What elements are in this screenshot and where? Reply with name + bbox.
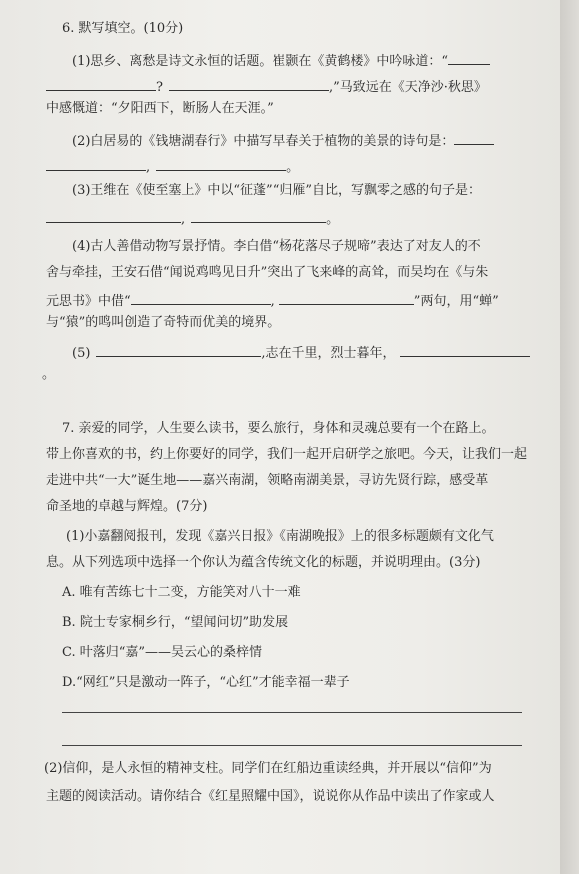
q6-1-blank-b[interactable] xyxy=(46,76,156,91)
q6-5-blank-a[interactable] xyxy=(96,342,261,357)
q6-4-line1: (4)古人善借动物写景抒情。李白借“杨花落尽子规啼”表达了对友人的不 xyxy=(72,239,481,254)
q6-2-comma: , xyxy=(146,160,151,175)
q6-4-line2: 舍与牵挂，王安石借“闻说鸡鸣见日升”突出了飞来峰的高耸，而吴均在《与朱 xyxy=(46,265,489,280)
option-a[interactable]: A. 唯有苦练七十二变，方能笑对八十一难 xyxy=(62,585,301,600)
q6-3-line2 xyxy=(46,208,339,229)
q6-3-blank-a[interactable] xyxy=(46,208,181,223)
q6-4-line3 xyxy=(46,290,499,311)
q6-1-line3: 中感慨道：“夕阳西下，断肠人在天涯。” xyxy=(46,101,274,116)
q7-line3: 走进中共“一大”诞生地——嘉兴南湖，领略南湖美景，寻访先贤行踪，感受革 xyxy=(46,473,489,488)
q6-heading: 6. 默写填空。(10分) xyxy=(62,21,184,36)
q6-1-line2 xyxy=(46,76,487,97)
q6-3-blank-b[interactable] xyxy=(191,208,326,223)
q6-2-period: 。 xyxy=(286,160,300,175)
q6-5-label: (5) xyxy=(72,346,91,361)
q6-4-comma: , xyxy=(270,294,275,309)
q6-2-blank-b[interactable] xyxy=(46,156,146,171)
q6-5-blank-b[interactable] xyxy=(400,342,530,357)
q6-1-text: (1)思乡、离愁是诗文永恒的话题。崔颢在《黄鹤楼》中吟咏道：“ xyxy=(72,54,449,69)
q7-2-line2: 主题的阅读活动。请你结合《红星照耀中国》，说说你从作品中读出了作家或人 xyxy=(46,789,495,804)
q6-5-line xyxy=(72,342,530,363)
answer-line-1[interactable] xyxy=(62,712,522,713)
q6-3-period: 。 xyxy=(326,212,340,227)
option-c[interactable]: C. 叶落归“嘉”——吴云心的桑梓情 xyxy=(62,645,263,660)
q6-1-text2: ,”马致远在《天净沙·秋思》 xyxy=(328,80,487,95)
q7-line1: 7. 亲爱的同学，人生要么读书，要么旅行，身体和灵魂总要有一个在路上。 xyxy=(62,421,495,436)
q6-5-text: ,志在千里，烈士暮年， xyxy=(261,346,396,361)
q7-line2: 带上你喜欢的书，约上你要好的同学，我们一起开启研学之旅吧。今天，让我们一起 xyxy=(46,447,528,462)
q6-4-blank-a[interactable] xyxy=(131,290,271,305)
q6-1-blank-c[interactable] xyxy=(169,76,329,91)
q6-2-line2 xyxy=(46,156,299,177)
q6-5-end: 。 xyxy=(42,367,56,382)
q6-1-line1 xyxy=(72,50,490,71)
q7-2-line1: (2)信仰，是人永恒的精神支柱。同学们在红船边重读经典，并开展以“信仰”为 xyxy=(44,761,492,776)
q6-4-text3c: ”两句，用“蝉” xyxy=(413,294,499,309)
q6-3-comma: , xyxy=(181,212,186,227)
q7-1-line2: 息。从下列选项中选择一个你认为蕴含传统文化的标题，并说明理由。(3分) xyxy=(46,555,481,570)
q6-2-blank-a[interactable] xyxy=(454,130,494,145)
paper-edge xyxy=(560,0,579,874)
q6-4-line4: 与“猿”的鸣叫创造了奇特而优美的境界。 xyxy=(46,315,281,330)
q6-1-blank-a[interactable] xyxy=(448,50,490,65)
q6-4-blank-b[interactable] xyxy=(279,290,414,305)
q6-4-text3a: 元思书》中借“ xyxy=(46,294,131,309)
option-b[interactable]: B. 院士专家桐乡行，“望闻问切”助发展 xyxy=(62,615,289,630)
q7-1-line1: (1)小嘉翻阅报刊，发现《嘉兴日报》《南湖晚报》上的很多标题颇有文化气 xyxy=(66,529,494,544)
answer-line-2[interactable] xyxy=(62,745,522,746)
q6-3-line1: (3)王维在《使至塞上》中以“征蓬”“归雁”自比，写飘零之感的句子是： xyxy=(72,183,481,198)
q6-1-punct: ? xyxy=(156,80,163,95)
q6-2-blank-c[interactable] xyxy=(156,156,286,171)
option-d[interactable]: D.“网红”只是激动一阵子，“心红”才能幸福一辈子 xyxy=(62,675,350,690)
q6-2-text: (2)白居易的《钱塘湖春行》中描写早春关于植物的美景的诗句是： xyxy=(72,134,455,149)
q7-line4: 命圣地的卓越与辉煌。(7分) xyxy=(46,499,208,514)
q6-2-line1 xyxy=(72,130,494,151)
